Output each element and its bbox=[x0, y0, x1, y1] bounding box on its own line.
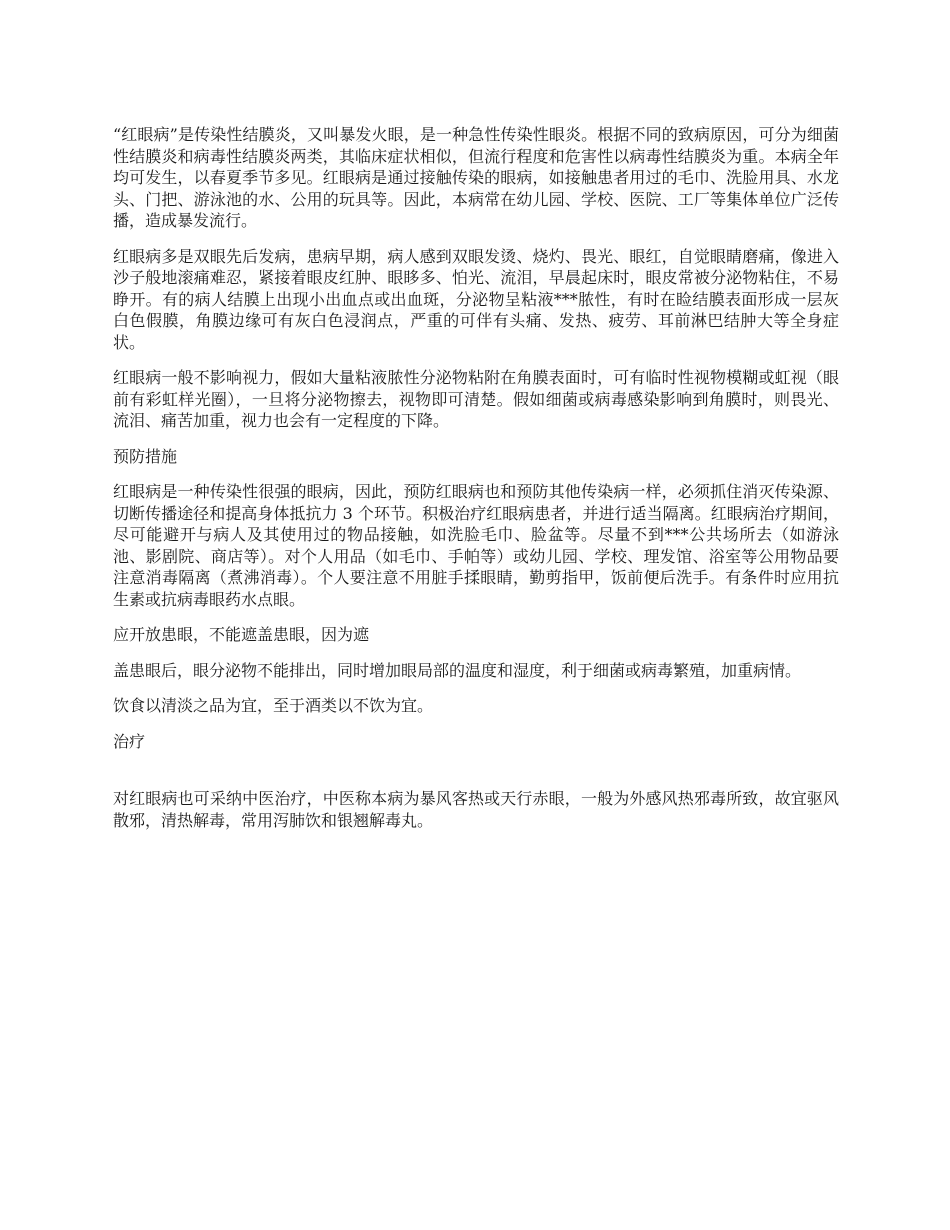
paragraph-open-eye: 应开放患眼，不能遮盖患眼，因为遮 bbox=[113, 625, 370, 644]
paragraph-prevention: 红眼病是一种传染性很强的眼病，因此，预防红眼病也和预防其他传染病一样，必须抓住消灭传染源、切断传播途径和提高身体抵抗力 3 个环节。积极治疗红眼病患者，并进行适当隔离。红眼病治疗期间，尽可能避开与病人及其使用过的物品接触，如洗脸毛巾、脸盆等。尽量不到***公共场所去（如游泳池、影剧院、商店等）。对个人用品（如毛巾、手帕等）或幼儿园、学校、理发馆、浴室等公用物品要注意消毒隔离（煮沸消毒）。个人要注意不用脏手揉眼睛，勤剪指甲，饭前便后洗手。有条件时应用抗生素或抗病毒眼药水点眼。 bbox=[113, 482, 839, 609]
heading-prevention: 预防措施 bbox=[113, 446, 178, 466]
paragraph-diet: 饮食以清淡之品为宜，至于酒类以不饮为宜。 bbox=[113, 696, 434, 715]
paragraph-treatment: 对红眼病也可采纳中医治疗，中医称本病为暴风客热或天行赤眼，一般为外感风热邪毒所致，故宜驱风散邪，清热解毒，常用泻肺饮和银翘解毒丸。 bbox=[113, 789, 839, 830]
paragraph-vision: 红眼病一般不影响视力，假如大量粘液脓性分泌物粘附在角膜表面时，可有临时性视物模糊或虹视（眼前有彩虹样光圈），一旦将分泌物擦去，视物即可清楚。假如细菌或病毒感染影响到角膜时，则畏光、流泪、痛苦加重，视力也会有一定程度的下降。 bbox=[113, 368, 839, 430]
heading-treatment: 治疗 bbox=[113, 731, 146, 751]
document-body bbox=[113, 124, 839, 845]
paragraph-symptoms: 红眼病多是双眼先后发病，患病早期，病人感到双眼发烫、烧灼、畏光、眼红，自觉眼睛磨痛，像进入沙子般地滚痛难忍，紧接着眼皮红肿、眼眵多、怕光、流泪，早晨起床时，眼皮常被分泌物粘住，不易睁开。有的病人结膜上出现小出血点或出血斑，分泌物呈粘液***脓性，有时在睑结膜表面形成一层灰白色假膜，角膜边缘可有灰白色浸润点，严重的可伴有头痛、发热、疲劳、耳前淋巴结肿大等全身症状。 bbox=[113, 246, 839, 352]
paragraph-intro: “红眼病”是传染性结膜炎，又叫暴发火眼，是一种急性传染性眼炎。根据不同的致病原因，可分为细菌性结膜炎和病毒性结膜炎两类，其临床症状相似，但流行程度和危害性以病毒性结膜炎为重。本病全年均可发生，以春夏季节多见。红眼病是通过接触传染的眼病，如接触患者用过的毛巾、洗脸用具、水龙头、门把、游泳池的水、公用的玩具等。因此，本病常在幼儿园、学校、医院、工厂等集体单位广泛传播，造成暴发流行。 bbox=[113, 125, 839, 230]
paragraph-cover-eye: 盖患眼后，眼分泌物不能排出，同时增加眼局部的温度和湿度，利于细菌或病毒繁殖，加重病情。 bbox=[113, 660, 802, 680]
